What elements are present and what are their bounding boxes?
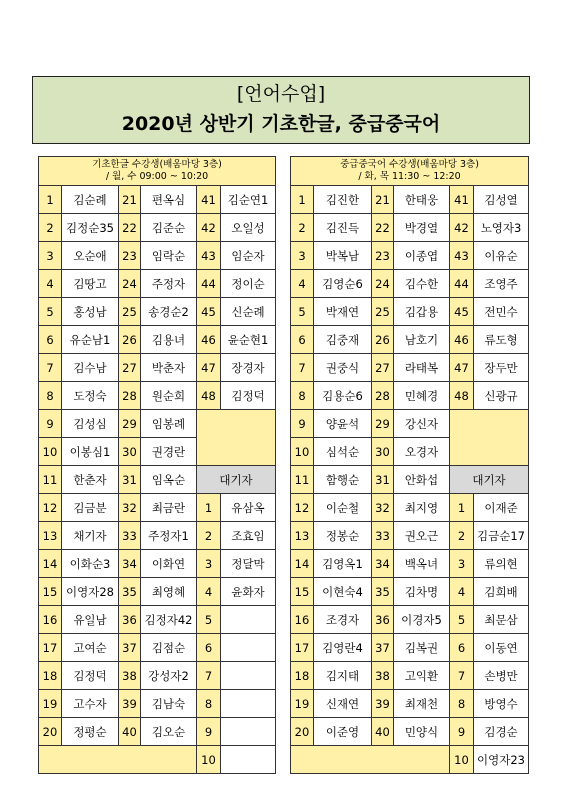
student-number: 27 bbox=[119, 354, 141, 382]
student-number: 8 bbox=[39, 382, 62, 410]
table-row bbox=[39, 186, 276, 214]
table-row bbox=[39, 214, 276, 242]
waitlist-number: 10 bbox=[197, 746, 221, 774]
student-number: 3 bbox=[39, 242, 62, 270]
student-number: 29 bbox=[119, 410, 141, 438]
student-name: 김성열 bbox=[474, 186, 529, 214]
student-number: 17 bbox=[39, 634, 62, 662]
student-name: 김점순 bbox=[141, 634, 197, 662]
student-number: 30 bbox=[372, 438, 394, 466]
student-number: 32 bbox=[119, 494, 141, 522]
table-row bbox=[291, 354, 529, 382]
table-row bbox=[291, 718, 529, 746]
table-row bbox=[39, 494, 276, 522]
table-row bbox=[39, 354, 276, 382]
student-number: 2 bbox=[39, 214, 62, 242]
table-row bbox=[39, 270, 276, 298]
student-name: 송경순2 bbox=[141, 298, 197, 326]
student-number: 36 bbox=[119, 606, 141, 634]
student-name: 홍성남 bbox=[62, 298, 119, 326]
student-number: 12 bbox=[39, 494, 62, 522]
waitlist-name: 김경순 bbox=[474, 718, 529, 746]
student-number: 16 bbox=[291, 606, 314, 634]
student-name: 고익환 bbox=[394, 662, 450, 690]
student-name: 김진득 bbox=[314, 214, 372, 242]
student-name: 김오순 bbox=[141, 718, 197, 746]
student-name: 이유순 bbox=[474, 242, 529, 270]
student-name: 유순남1 bbox=[62, 326, 119, 354]
table-row bbox=[39, 718, 276, 746]
student-name: 김영란4 bbox=[314, 634, 372, 662]
student-number: 33 bbox=[372, 522, 394, 550]
student-name: 신재연 bbox=[314, 690, 372, 718]
student-number: 45 bbox=[450, 298, 474, 326]
student-name: 오순애 bbox=[62, 242, 119, 270]
table-row bbox=[39, 550, 276, 578]
student-name: 박춘자 bbox=[141, 354, 197, 382]
student-name: 최영혜 bbox=[141, 578, 197, 606]
student-name: 유일남 bbox=[62, 606, 119, 634]
student-number: 20 bbox=[39, 718, 62, 746]
waitlist-name bbox=[221, 690, 276, 718]
table-row bbox=[39, 466, 276, 494]
table-row bbox=[39, 578, 276, 606]
student-number: 18 bbox=[39, 662, 62, 690]
student-number: 21 bbox=[119, 186, 141, 214]
student-number: 6 bbox=[291, 326, 314, 354]
roster-table-chinese bbox=[290, 156, 529, 774]
waitlist-number: 2 bbox=[450, 522, 474, 550]
student-name: 박재연 bbox=[314, 298, 372, 326]
student-name: 주정자1 bbox=[141, 522, 197, 550]
student-number: 34 bbox=[119, 550, 141, 578]
student-name: 김준순 bbox=[141, 214, 197, 242]
student-name: 정이순 bbox=[221, 270, 276, 298]
student-number: 16 bbox=[39, 606, 62, 634]
student-name: 남호기 bbox=[394, 326, 450, 354]
page-title-category: [언어수업] bbox=[236, 83, 326, 105]
student-number: 23 bbox=[372, 242, 394, 270]
student-number: 35 bbox=[119, 578, 141, 606]
student-number: 36 bbox=[372, 606, 394, 634]
student-number: 25 bbox=[119, 298, 141, 326]
student-name: 라태복 bbox=[394, 354, 450, 382]
student-name: 고수자 bbox=[62, 690, 119, 718]
waitlist-name: 이재준 bbox=[474, 494, 529, 522]
table-row bbox=[291, 522, 529, 550]
student-name: 이종엽 bbox=[394, 242, 450, 270]
table-row bbox=[291, 578, 529, 606]
table-row bbox=[291, 410, 529, 438]
student-number: 27 bbox=[372, 354, 394, 382]
table-row bbox=[291, 746, 529, 774]
student-name: 윤순현1 bbox=[221, 326, 276, 354]
waitlist-name: 유삼옥 bbox=[221, 494, 276, 522]
student-number: 2 bbox=[291, 214, 314, 242]
student-name: 편옥심 bbox=[141, 186, 197, 214]
waitlist-number: 8 bbox=[450, 690, 474, 718]
student-number: 37 bbox=[119, 634, 141, 662]
student-number: 21 bbox=[372, 186, 394, 214]
student-name: 박복남 bbox=[314, 242, 372, 270]
student-number: 41 bbox=[197, 186, 221, 214]
student-name: 이화순3 bbox=[62, 550, 119, 578]
student-number: 43 bbox=[197, 242, 221, 270]
title-box bbox=[32, 76, 530, 144]
waitlist-name: 김희배 bbox=[474, 578, 529, 606]
student-number: 38 bbox=[372, 662, 394, 690]
student-name: 김금분 bbox=[62, 494, 119, 522]
student-name: 이영자28 bbox=[62, 578, 119, 606]
class-title: 기초한글 수강생(배움마당 3층) bbox=[92, 159, 222, 170]
empty-cell bbox=[450, 410, 529, 466]
table-row bbox=[39, 326, 276, 354]
table-row bbox=[291, 242, 529, 270]
waitlist-number: 9 bbox=[450, 718, 474, 746]
table-row bbox=[291, 270, 529, 298]
student-name: 박경열 bbox=[394, 214, 450, 242]
student-name: 백옥녀 bbox=[394, 550, 450, 578]
class-title: 중급중국어 수강생(배움마당 3층) bbox=[340, 159, 479, 170]
waitlist-name bbox=[221, 606, 276, 634]
student-number: 14 bbox=[291, 550, 314, 578]
waitlist-number: 5 bbox=[197, 606, 221, 634]
table-row bbox=[291, 634, 529, 662]
student-number: 5 bbox=[291, 298, 314, 326]
table-row bbox=[39, 522, 276, 550]
student-number: 24 bbox=[119, 270, 141, 298]
student-number: 4 bbox=[39, 270, 62, 298]
student-name: 안화섭 bbox=[394, 466, 450, 494]
student-number: 46 bbox=[450, 326, 474, 354]
student-name: 전민수 bbox=[474, 298, 529, 326]
table-header bbox=[39, 157, 276, 186]
student-number: 13 bbox=[291, 522, 314, 550]
student-number: 46 bbox=[197, 326, 221, 354]
table-row bbox=[39, 662, 276, 690]
student-name: 양윤석 bbox=[314, 410, 372, 438]
student-name: 도정숙 bbox=[62, 382, 119, 410]
student-number: 38 bbox=[119, 662, 141, 690]
waitlist-name: 손병만 bbox=[474, 662, 529, 690]
student-name: 김정순35 bbox=[62, 214, 119, 242]
table-row bbox=[291, 466, 529, 494]
table-row bbox=[291, 550, 529, 578]
student-number: 26 bbox=[119, 326, 141, 354]
student-name: 권경란 bbox=[141, 438, 197, 466]
student-name: 김순연1 bbox=[221, 186, 276, 214]
student-name: 김진한 bbox=[314, 186, 372, 214]
student-name: 김복권 bbox=[394, 634, 450, 662]
student-number: 11 bbox=[39, 466, 62, 494]
student-number: 9 bbox=[39, 410, 62, 438]
student-name: 장경자 bbox=[221, 354, 276, 382]
waitlist-header: 대기자 bbox=[450, 466, 529, 494]
empty-cell bbox=[291, 746, 450, 774]
student-number: 4 bbox=[291, 270, 314, 298]
student-name: 임봉례 bbox=[141, 410, 197, 438]
student-number: 26 bbox=[372, 326, 394, 354]
student-name: 김정덕 bbox=[221, 382, 276, 410]
waitlist-number: 5 bbox=[450, 606, 474, 634]
student-number: 7 bbox=[39, 354, 62, 382]
student-name: 김남숙 bbox=[141, 690, 197, 718]
student-name: 김수한 bbox=[394, 270, 450, 298]
student-number: 22 bbox=[119, 214, 141, 242]
student-number: 10 bbox=[39, 438, 62, 466]
table-row bbox=[291, 298, 529, 326]
waitlist-number: 9 bbox=[197, 718, 221, 746]
student-name: 최지영 bbox=[394, 494, 450, 522]
student-name: 채기자 bbox=[62, 522, 119, 550]
student-number: 48 bbox=[197, 382, 221, 410]
student-number: 10 bbox=[291, 438, 314, 466]
student-number: 22 bbox=[372, 214, 394, 242]
student-number: 15 bbox=[291, 578, 314, 606]
student-number: 24 bbox=[372, 270, 394, 298]
student-number: 3 bbox=[291, 242, 314, 270]
student-number: 1 bbox=[291, 186, 314, 214]
student-number: 18 bbox=[291, 662, 314, 690]
student-name: 김갑용 bbox=[394, 298, 450, 326]
student-name: 오경자 bbox=[394, 438, 450, 466]
student-number: 5 bbox=[39, 298, 62, 326]
student-name: 원순희 bbox=[141, 382, 197, 410]
student-number: 40 bbox=[119, 718, 141, 746]
student-name: 이순철 bbox=[314, 494, 372, 522]
student-number: 32 bbox=[372, 494, 394, 522]
table-row bbox=[39, 606, 276, 634]
student-number: 25 bbox=[372, 298, 394, 326]
student-name: 이봉심1 bbox=[62, 438, 119, 466]
student-name: 류도형 bbox=[474, 326, 529, 354]
student-name: 강신자 bbox=[394, 410, 450, 438]
student-number: 8 bbox=[291, 382, 314, 410]
student-name: 권오근 bbox=[394, 522, 450, 550]
student-number: 37 bbox=[372, 634, 394, 662]
page-title: 2020년 상반기 기초한글, 중급중국어 bbox=[121, 113, 441, 135]
student-number: 17 bbox=[291, 634, 314, 662]
empty-cell bbox=[39, 746, 197, 774]
student-number: 47 bbox=[197, 354, 221, 382]
student-number: 47 bbox=[450, 354, 474, 382]
waitlist-number: 10 bbox=[450, 746, 474, 774]
student-number: 23 bbox=[119, 242, 141, 270]
table-row bbox=[291, 214, 529, 242]
waitlist-name: 이동연 bbox=[474, 634, 529, 662]
student-number: 34 bbox=[372, 550, 394, 578]
student-name: 신순례 bbox=[221, 298, 276, 326]
student-name: 신광규 bbox=[474, 382, 529, 410]
waitlist-name: 최문삼 bbox=[474, 606, 529, 634]
student-number: 9 bbox=[291, 410, 314, 438]
student-number: 6 bbox=[39, 326, 62, 354]
student-name: 한춘자 bbox=[62, 466, 119, 494]
waitlist-name bbox=[221, 634, 276, 662]
student-number: 42 bbox=[450, 214, 474, 242]
table-row bbox=[39, 634, 276, 662]
student-number: 12 bbox=[291, 494, 314, 522]
student-name: 강성자2 bbox=[141, 662, 197, 690]
student-name: 이경자5 bbox=[394, 606, 450, 634]
student-name: 김정덕 bbox=[62, 662, 119, 690]
waitlist-number: 3 bbox=[197, 550, 221, 578]
student-name: 최금란 bbox=[141, 494, 197, 522]
student-number: 48 bbox=[450, 382, 474, 410]
table-row bbox=[291, 494, 529, 522]
waitlist-number: 4 bbox=[450, 578, 474, 606]
student-number: 44 bbox=[197, 270, 221, 298]
waitlist-name: 조효임 bbox=[221, 522, 276, 550]
table-row bbox=[291, 186, 529, 214]
waitlist-name: 류의현 bbox=[474, 550, 529, 578]
student-name: 김차명 bbox=[394, 578, 450, 606]
student-name: 정평순 bbox=[62, 718, 119, 746]
student-name: 임옥순 bbox=[141, 466, 197, 494]
student-name: 김중재 bbox=[314, 326, 372, 354]
student-number: 11 bbox=[291, 466, 314, 494]
student-number: 40 bbox=[372, 718, 394, 746]
waitlist-number: 7 bbox=[450, 662, 474, 690]
waitlist-number: 8 bbox=[197, 690, 221, 718]
table-row bbox=[291, 326, 529, 354]
student-name: 고여순 bbox=[62, 634, 119, 662]
student-name: 정봉순 bbox=[314, 522, 372, 550]
table-row bbox=[39, 410, 276, 438]
student-name: 김땅고 bbox=[62, 270, 119, 298]
student-name: 이화연 bbox=[141, 550, 197, 578]
waitlist-number: 3 bbox=[450, 550, 474, 578]
table-header bbox=[291, 157, 529, 186]
student-name: 장두만 bbox=[474, 354, 529, 382]
student-number: 19 bbox=[39, 690, 62, 718]
empty-cell bbox=[197, 410, 276, 466]
waitlist-number: 2 bbox=[197, 522, 221, 550]
student-number: 28 bbox=[119, 382, 141, 410]
table-row bbox=[39, 242, 276, 270]
student-number: 44 bbox=[450, 270, 474, 298]
table-row bbox=[291, 606, 529, 634]
student-name: 한태웅 bbox=[394, 186, 450, 214]
student-name: 이현숙4 bbox=[314, 578, 372, 606]
student-name: 최재천 bbox=[394, 690, 450, 718]
student-name: 함행순 bbox=[314, 466, 372, 494]
student-name: 김영옥1 bbox=[314, 550, 372, 578]
table-row bbox=[39, 746, 276, 774]
student-name: 김정자42 bbox=[141, 606, 197, 634]
student-name: 오일성 bbox=[221, 214, 276, 242]
student-name: 노영자3 bbox=[474, 214, 529, 242]
student-name: 조영주 bbox=[474, 270, 529, 298]
waitlist-number: 1 bbox=[197, 494, 221, 522]
student-name: 김지태 bbox=[314, 662, 372, 690]
waitlist-header: 대기자 bbox=[197, 466, 276, 494]
waitlist-name: 이영자23 bbox=[474, 746, 529, 774]
waitlist-number: 1 bbox=[450, 494, 474, 522]
student-number: 33 bbox=[119, 522, 141, 550]
waitlist-number: 4 bbox=[197, 578, 221, 606]
student-number: 45 bbox=[197, 298, 221, 326]
student-name: 김용녀 bbox=[141, 326, 197, 354]
student-name: 이준영 bbox=[314, 718, 372, 746]
waitlist-number: 7 bbox=[197, 662, 221, 690]
student-name: 주정자 bbox=[141, 270, 197, 298]
student-number: 19 bbox=[291, 690, 314, 718]
student-name: 임순자 bbox=[221, 242, 276, 270]
student-number: 31 bbox=[119, 466, 141, 494]
student-number: 41 bbox=[450, 186, 474, 214]
student-name: 민혜경 bbox=[394, 382, 450, 410]
student-number: 30 bbox=[119, 438, 141, 466]
waitlist-name: 김금순17 bbox=[474, 522, 529, 550]
table-row bbox=[39, 690, 276, 718]
table-row bbox=[39, 382, 276, 410]
student-name: 임락순 bbox=[141, 242, 197, 270]
student-number: 39 bbox=[119, 690, 141, 718]
waitlist-name bbox=[221, 718, 276, 746]
student-name: 김순례 bbox=[62, 186, 119, 214]
waitlist-number: 6 bbox=[197, 634, 221, 662]
student-name: 심석순 bbox=[314, 438, 372, 466]
student-name: 김성심 bbox=[62, 410, 119, 438]
table-row bbox=[291, 662, 529, 690]
student-number: 29 bbox=[372, 410, 394, 438]
waitlist-number: 6 bbox=[450, 634, 474, 662]
student-name: 권중식 bbox=[314, 354, 372, 382]
class-schedule: / 월, 수 09:00 ~ 10:20 bbox=[105, 171, 209, 182]
waitlist-name: 정달막 bbox=[221, 550, 276, 578]
student-name: 민양식 bbox=[394, 718, 450, 746]
student-number: 14 bbox=[39, 550, 62, 578]
student-number: 35 bbox=[372, 578, 394, 606]
student-number: 31 bbox=[372, 466, 394, 494]
class-schedule: / 화, 목 11:30 ~ 12:20 bbox=[358, 171, 461, 182]
student-number: 42 bbox=[197, 214, 221, 242]
student-number: 1 bbox=[39, 186, 62, 214]
student-number: 15 bbox=[39, 578, 62, 606]
student-number: 13 bbox=[39, 522, 62, 550]
student-name: 김용순6 bbox=[314, 382, 372, 410]
student-number: 39 bbox=[372, 690, 394, 718]
waitlist-name: 방영수 bbox=[474, 690, 529, 718]
student-number: 20 bbox=[291, 718, 314, 746]
student-number: 7 bbox=[291, 354, 314, 382]
table-row bbox=[291, 382, 529, 410]
roster-table-korean bbox=[38, 156, 276, 774]
student-name: 김영순6 bbox=[314, 270, 372, 298]
table-row bbox=[39, 298, 276, 326]
table-row bbox=[291, 690, 529, 718]
student-number: 43 bbox=[450, 242, 474, 270]
student-number: 28 bbox=[372, 382, 394, 410]
waitlist-name: 윤화자 bbox=[221, 578, 276, 606]
waitlist-name bbox=[221, 746, 276, 774]
student-name: 김수남 bbox=[62, 354, 119, 382]
student-name: 조경자 bbox=[314, 606, 372, 634]
waitlist-name bbox=[221, 662, 276, 690]
